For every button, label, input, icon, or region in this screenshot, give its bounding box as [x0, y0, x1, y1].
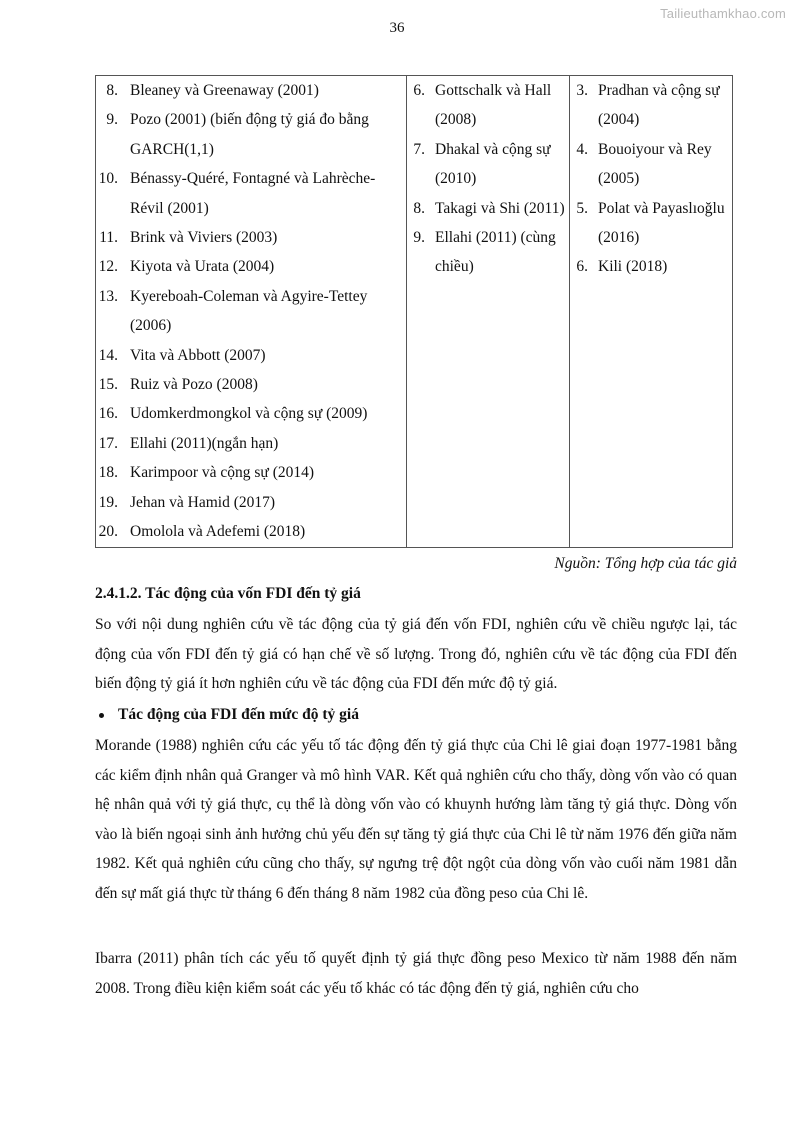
list-item [96, 223, 406, 252]
list-item-text: Jehan và Hamid (2017) [130, 493, 276, 511]
list-item [96, 399, 406, 428]
bullet-heading-text: Tác động của FDI đến mức độ tỷ giá [118, 706, 359, 723]
list-item-text: Gottschalk và Hall (2008) [435, 82, 552, 129]
list-item-number: 14. [98, 346, 118, 364]
list-item-number: 5. [576, 199, 588, 217]
list-item [96, 488, 406, 517]
list-item-text: Pozo (2001) (biến động tỷ giá đo bằng GARCH(1,1) [130, 111, 369, 158]
list-item-number: 6. [576, 258, 588, 276]
list-item [96, 164, 406, 223]
list-item-number: 15. [98, 376, 118, 394]
table-column-3 [570, 76, 733, 548]
list-item-text: Bénassy-Quéré, Fontagné và Lahrèche-Révil (2001) [130, 170, 376, 217]
list-item [96, 76, 406, 105]
list-item-number: 9. [106, 111, 118, 129]
list-item [407, 223, 569, 282]
list-item-text: Udomkerdmongkol và cộng sự (2009) [130, 405, 368, 423]
list-item [570, 76, 732, 135]
list-item-number: 8. [413, 199, 425, 217]
list-item [407, 76, 569, 135]
list-item-number: 10. [98, 170, 118, 188]
list-item-number: 9. [413, 229, 425, 247]
list-item-number: 8. [106, 82, 118, 99]
list-item-text: Bleaney và Greenaway (2001) [130, 82, 319, 99]
list-item [96, 370, 406, 399]
column-3-list [570, 76, 732, 282]
paragraph-ibarra: Ibarra (2011) phân tích các yếu tố quyết định tỷ giá thực đồng peso Mexico từ năm 1988 đến năm 2008. Trong điều kiện kiểm soát các yếu tố khác có tác động đến tỷ giá, nghiên cứu cho [95, 950, 737, 997]
list-item-text: Dhakal và cộng sự (2010) [435, 140, 551, 188]
list-item [570, 194, 732, 253]
list-item [96, 429, 406, 458]
list-item [96, 517, 406, 546]
list-item-text: Brink và Viviers (2003) [130, 229, 278, 247]
section-heading: 2.4.1.2. Tác động của vốn FDI đến tỷ giá [95, 585, 361, 602]
list-item-text: Polat và Payaslıoğlu (2016) [598, 199, 725, 247]
list-item-text: Kili (2018) [598, 258, 668, 276]
paragraph-intro: So với nội dung nghiên cứu về tác động của tỷ giá đến vốn FDI, nghiên cứu về chiều ngược lại, tác động của vốn FDI đến tỷ giá có hạn chế về số lượng. Trong đó, nghiên cứu về tác động của FDI đến biến động tỷ giá ít hơn nghiên cứu về tác động của FDI đến mức độ tỷ giá. [95, 616, 737, 693]
list-item [407, 135, 569, 194]
list-item [96, 105, 406, 164]
list-item-text: Ellahi (2011) (cùng chiều) [435, 229, 556, 276]
page-number: 36 [389, 20, 405, 36]
list-item-number: 12. [98, 258, 118, 276]
list-item [96, 458, 406, 487]
list-item-number: 3. [576, 82, 588, 99]
list-item-text: Karimpoor và cộng sự (2014) [130, 464, 315, 482]
list-item-number: 7. [413, 140, 425, 158]
table-column-1 [96, 76, 407, 548]
paragraph-morande: Morande (1988) nghiên cứu các yếu tố tác động đến tỷ giá thực của Chi lê giai đoạn 1977-1981 bằng các kiểm định nhân quả Granger và mô hình VAR. Kết quả nghiên cứu cho thấy, dòng vốn vào có quan hệ nhân quả với tỷ giá thực, cụ thể là dòng vốn vào có khuynh hướng làm tăng tỷ giá thực. Dòng vốn vào là biến ngoại sinh ảnh hưởng chủ yếu đến sự tăng tỷ giá thực của Chi lê từ năm 1976 đến giữa năm 1982. Kết quả nghiên cứu cũng cho thấy, sự ngưng trệ đột ngột của dòng vốn vào cuối năm 1981 dẫn đến sự mất giá thực từ tháng 6 đến tháng 8 năm 1982 của đồng peso của Chi lê. [95, 737, 737, 902]
list-item-number: 19. [98, 493, 118, 511]
list-item-text: Kiyota và Urata (2004) [130, 258, 275, 276]
column-2-list [407, 76, 569, 282]
list-item-number: 6. [413, 82, 425, 99]
table-column-2 [407, 76, 570, 548]
list-item-number: 18. [98, 464, 118, 482]
list-item [96, 341, 406, 370]
list-item [570, 135, 732, 194]
list-item [407, 194, 569, 223]
list-item-text: Omolola và Adefemi (2018) [130, 523, 306, 541]
list-item-text: Vita và Abbott (2007) [130, 346, 266, 364]
source-note: Nguồn: Tổng hợp của tác giả [554, 555, 737, 572]
list-item-text: Kyereboah-Coleman và Agyire-Tettey (2006) [130, 287, 368, 335]
list-item-number: 17. [98, 434, 118, 452]
reference-table [95, 75, 733, 548]
list-item-number: 13. [98, 287, 118, 305]
list-item-number: 11. [99, 229, 118, 247]
bullet-icon [99, 713, 104, 718]
list-item-text: Pradhan và cộng sự (2004) [598, 82, 720, 129]
list-item [96, 282, 406, 341]
watermark: Tailieuthamkhao.com [660, 6, 786, 21]
list-item-text: Bouoiyour và Rey (2005) [598, 140, 712, 188]
list-item-text: Ruiz và Pozo (2008) [130, 376, 258, 394]
column-1-list [96, 76, 406, 547]
list-item-text: Takagi và Shi (2011) [435, 199, 565, 217]
list-item-number: 16. [98, 405, 118, 423]
list-item [570, 252, 732, 281]
list-item [96, 252, 406, 281]
bullet-heading [95, 706, 359, 724]
list-item-text: Ellahi (2011)(ngắn hạn) [130, 434, 279, 452]
list-item-number: 4. [576, 140, 588, 158]
list-item-number: 20. [98, 523, 118, 541]
